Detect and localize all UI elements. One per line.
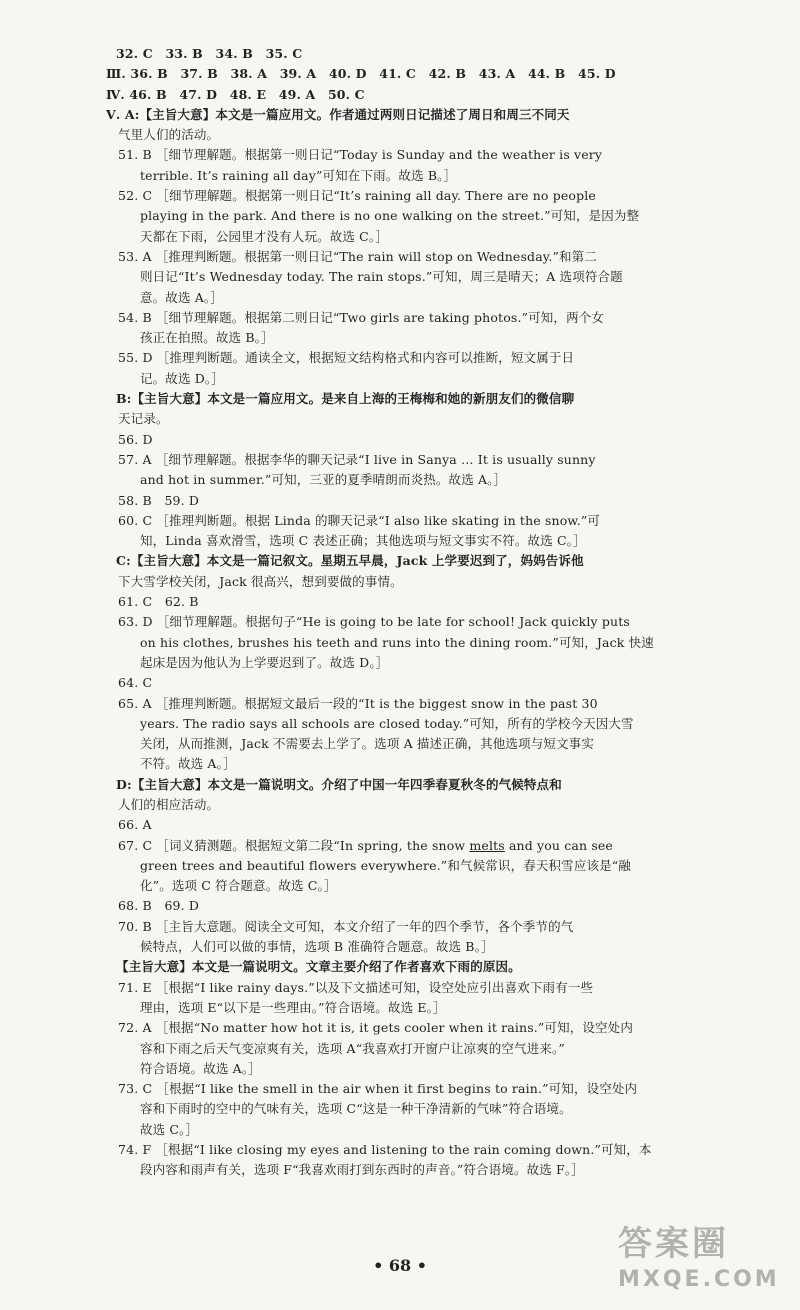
explanation-52-cont: playing in the park. And there is no one walking on the street.”可知，是因为整	[140, 208, 640, 224]
explanation-65-cont: 不符。故选 A。］	[140, 756, 236, 772]
answer-56: 56. D	[118, 431, 153, 447]
explanation-53-cont: 则日记“It’s Wednesday today. The rain stops.”可知，周三是晴天；A 选项符合题	[140, 269, 623, 285]
answers-68-69: 68. B 69. D	[118, 898, 200, 914]
explanation-52: 52. C ［细节理解题。根据第一则日记“It’s raining all day. There are no people	[118, 188, 596, 204]
explanation-67-text: and you can see	[504, 837, 613, 853]
explanation-67-cont: green trees and beautiful flowers everywhere.”和气候常识，春天积雪应该是“融	[140, 857, 631, 873]
explanation-63: 63. D ［细节理解题。根据句子“He is going to be late for school! Jack quickly puts	[118, 614, 630, 630]
explanation-72-cont: 容和下雨之后天气变凉爽有关，选项 A“我喜欢打开窗户让凉爽的空气进来。”	[140, 1040, 565, 1056]
explanation-67	[118, 836, 718, 856]
explanation-74: 74. F ［根据“I like closing my eyes and listening to the rain coming down.”可知，本	[118, 1142, 652, 1158]
answers-row-46-50: Ⅳ. 46. B 47. D 48. E 49. A 50. C	[106, 86, 365, 102]
answers-58-59: 58. B 59. D	[118, 492, 200, 508]
section-e-summary: 【主旨大意】本文是一篇说明文。文章主要介绍了作者喜欢下雨的原因。	[116, 959, 521, 975]
section-a-summary-cont: 气里人们的活动。	[118, 127, 220, 143]
explanation-51: 51. B ［细节理解题。根据第一则日记“Today is Sunday and the weather is very	[118, 147, 603, 163]
explanation-65-cont: years. The radio says all schools are closed today.”可知，所有的学校今天因大雪	[140, 715, 634, 731]
watermark-site: MXQE.COM	[618, 1267, 780, 1292]
explanation-63-cont: 起床是因为他认为上学要迟到了。故选 D。］	[140, 654, 389, 670]
explanation-70: 70. B ［主旨大意题。阅读全文可知，本文介绍了一年的四个季节，各个季节的气	[118, 918, 574, 934]
explanation-63-cont: on his clothes, brushes his teeth and runs into the dining room.”可知，Jack 快速	[140, 634, 654, 650]
explanation-65-cont: 关闭，从而推测，Jack 不需要去上学了。选项 A 描述正确，其他选项与短文事实	[140, 736, 594, 752]
explanation-71-cont: 理由，选项 E“以下是一些理由。”符合语境。故选 E。］	[140, 999, 446, 1015]
explanation-60-cont: 知，Linda 喜欢滑雪，选项 C 表述正确；其他选项与短文事实不符。故选 C。］	[140, 533, 586, 549]
explanation-74-cont: 段内容和雨声有关，选项 F“我喜欢雨打到东西时的声音。”符合语境。故选 F。］	[140, 1162, 584, 1178]
answer-64: 64. C	[118, 675, 153, 691]
explanation-72-cont: 符合语境。故选 A。］	[140, 1060, 261, 1076]
section-d-summary-cont: 人们的相应活动。	[118, 796, 220, 812]
watermark-glyphs: 答案圈	[618, 1224, 729, 1264]
explanation-54: 54. B ［细节理解题。根据第二则日记“Two girls are taking photos.”可知，两个女	[118, 309, 605, 325]
explanation-72: 72. A ［根据“No matter how hot it is, it gets cooler when it rains.”可知，设空处内	[118, 1020, 633, 1036]
explanation-55-cont: 记。故选 D。］	[140, 370, 224, 386]
explanation-53-cont: 意。故选 A。］	[140, 289, 223, 305]
answers-61-62: 61. C 62. B	[118, 594, 199, 610]
section-d-summary: D:【主旨大意】本文是一篇说明文。介绍了中国一年四季春夏秋冬的气候特点和	[116, 776, 562, 792]
explanation-73-cont: 故选 C。］	[140, 1121, 199, 1137]
answers-row-32-35: 32. C 33. B 34. B 35. C	[116, 46, 303, 61]
section-c-summary: C:【主旨大意】本文是一篇记叙文。星期五早晨，Jack 上学要迟到了，妈妈告诉他	[116, 553, 584, 569]
explanation-60: 60. C ［推理判断题。根据 Linda 的聊天记录“I also like skating in the snow.”可	[118, 512, 601, 528]
explanation-73-cont: 容和下雨时的空中的气味有关，选项 C“这是一种干净清新的气味”符合语境。	[140, 1101, 572, 1117]
answers-row-36-45: Ⅲ. 36. B 37. B 38. A 39. A 40. D 41. C 42. B 43. A 44. B 45. D	[106, 66, 616, 82]
explanation-67-cont: 化”。选项 C 符合题意。故选 C。］	[140, 878, 337, 894]
answer-key-content	[106, 44, 718, 1181]
page-number: • 68 •	[373, 1256, 427, 1275]
explanation-54-cont: 孩正在拍照。故选 B。］	[140, 330, 274, 346]
section-a-summary: Ⅴ. A:【主旨大意】本文是一篇应用文。作者通过两则日记描述了周日和周三不同天	[106, 106, 570, 122]
explanation-55: 55. D ［推理判断题。通读全文，根据短文结构格式和内容可以推断，短文属于日	[118, 350, 575, 366]
answer-66: 66. A	[118, 817, 152, 833]
section-b-summary-cont: 天记录。	[118, 411, 169, 427]
section-b-summary: B:【主旨大意】本文是一篇应用文。是来自上海的王梅梅和她的新朋友们的微信聊	[116, 391, 575, 407]
explanation-57: 57. A ［细节理解题。根据李华的聊天记录“I live in Sanya … It is usually sunny	[118, 451, 596, 467]
section-c-summary-cont: 下大雪学校关闭，Jack 很高兴，想到要做的事情。	[118, 573, 403, 589]
explanation-67-text: 67. C ［词义猜测题。根据短文第二段“In spring, the snow	[118, 837, 470, 853]
explanation-65: 65. A ［推理判断题。根据短文最后一段的“It is the biggest snow in the past 30	[118, 695, 598, 711]
explanation-70-cont: 候特点，人们可以做的事情，选项 B 准确符合题意。故选 B。］	[140, 939, 494, 955]
watermark-logo	[618, 1222, 793, 1304]
explanation-51-cont: terrible. It’s raining all day”可知在下雨。故选 B。］	[140, 167, 457, 183]
explanation-71: 71. E ［根据“I like rainy days.”以及下文描述可知，设空处应引出喜欢下雨有一些	[118, 979, 594, 995]
explanation-52-cont: 天都在下雨，公园里才没有人玩。故选 C。］	[140, 228, 388, 244]
explanation-73: 73. C ［根据“I like the smell in the air when it first begins to rain.”可知，设空处内	[118, 1081, 638, 1097]
explanation-57-cont: and hot in summer.”可知，三亚的夏季晴朗而炎热。故选 A。］	[140, 472, 507, 488]
explanation-53: 53. A ［推理判断题。根据第一则日记“The rain will stop on Wednesday.”和第二	[118, 248, 597, 264]
underlined-word-melts: melts	[469, 837, 505, 853]
